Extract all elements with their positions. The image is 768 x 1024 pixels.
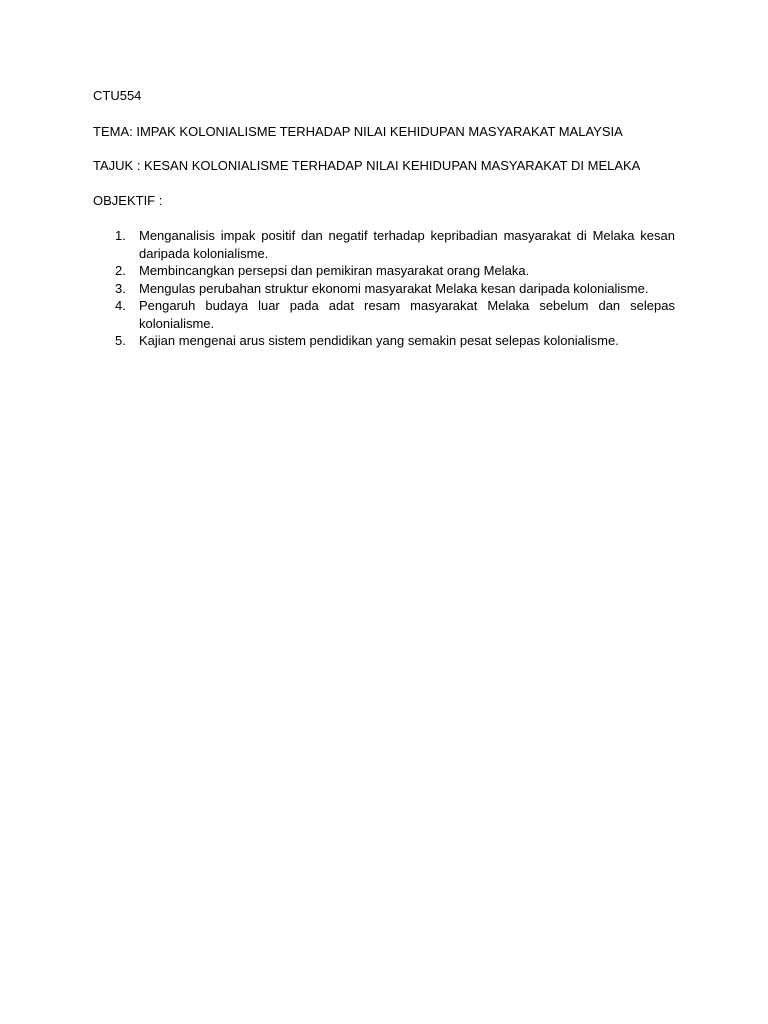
list-item <box>93 262 675 280</box>
document-page <box>93 87 675 350</box>
course-code: CTU554 <box>93 88 142 103</box>
list-item-text: Menganalisis impak positif dan negatif terhadap kepribadian masyarakat di Melaka kesan daripada kolonialisme. <box>139 228 675 261</box>
objektif-label: OBJEKTIF : <box>93 192 163 208</box>
tema-heading: TEMA: IMPAK KOLONIALISME TERHADAP NILAI KEHIDUPAN MASYARAKAT MALAYSIA <box>93 123 623 139</box>
list-item <box>93 297 675 332</box>
list-item <box>93 332 675 350</box>
list-item-text: Membincangkan persepsi dan pemikiran masyarakat orang Melaka. <box>139 263 530 278</box>
list-item-number: 2. <box>115 263 126 278</box>
objectives-list <box>93 227 675 350</box>
list-item <box>93 280 675 298</box>
list-item-text: Kajian mengenai arus sistem pendidikan yang semakin pesat selepas kolonialisme. <box>139 333 619 348</box>
list-item-text: Pengaruh budaya luar pada adat resam masyarakat Melaka sebelum dan selepas kolonialisme. <box>139 298 675 331</box>
list-item <box>93 227 675 262</box>
list-item-number: 5. <box>115 333 126 348</box>
tajuk-heading: TAJUK : KESAN KOLONIALISME TERHADAP NILAI KEHIDUPAN MASYARAKAT DI MELAKA <box>93 158 641 173</box>
list-item-text: Mengulas perubahan struktur ekonomi masyarakat Melaka kesan daripada kolonialisme. <box>139 280 649 296</box>
list-item-number: 3. <box>115 280 126 296</box>
list-item-number: 1. <box>115 228 126 243</box>
list-item-number: 4. <box>115 298 126 313</box>
